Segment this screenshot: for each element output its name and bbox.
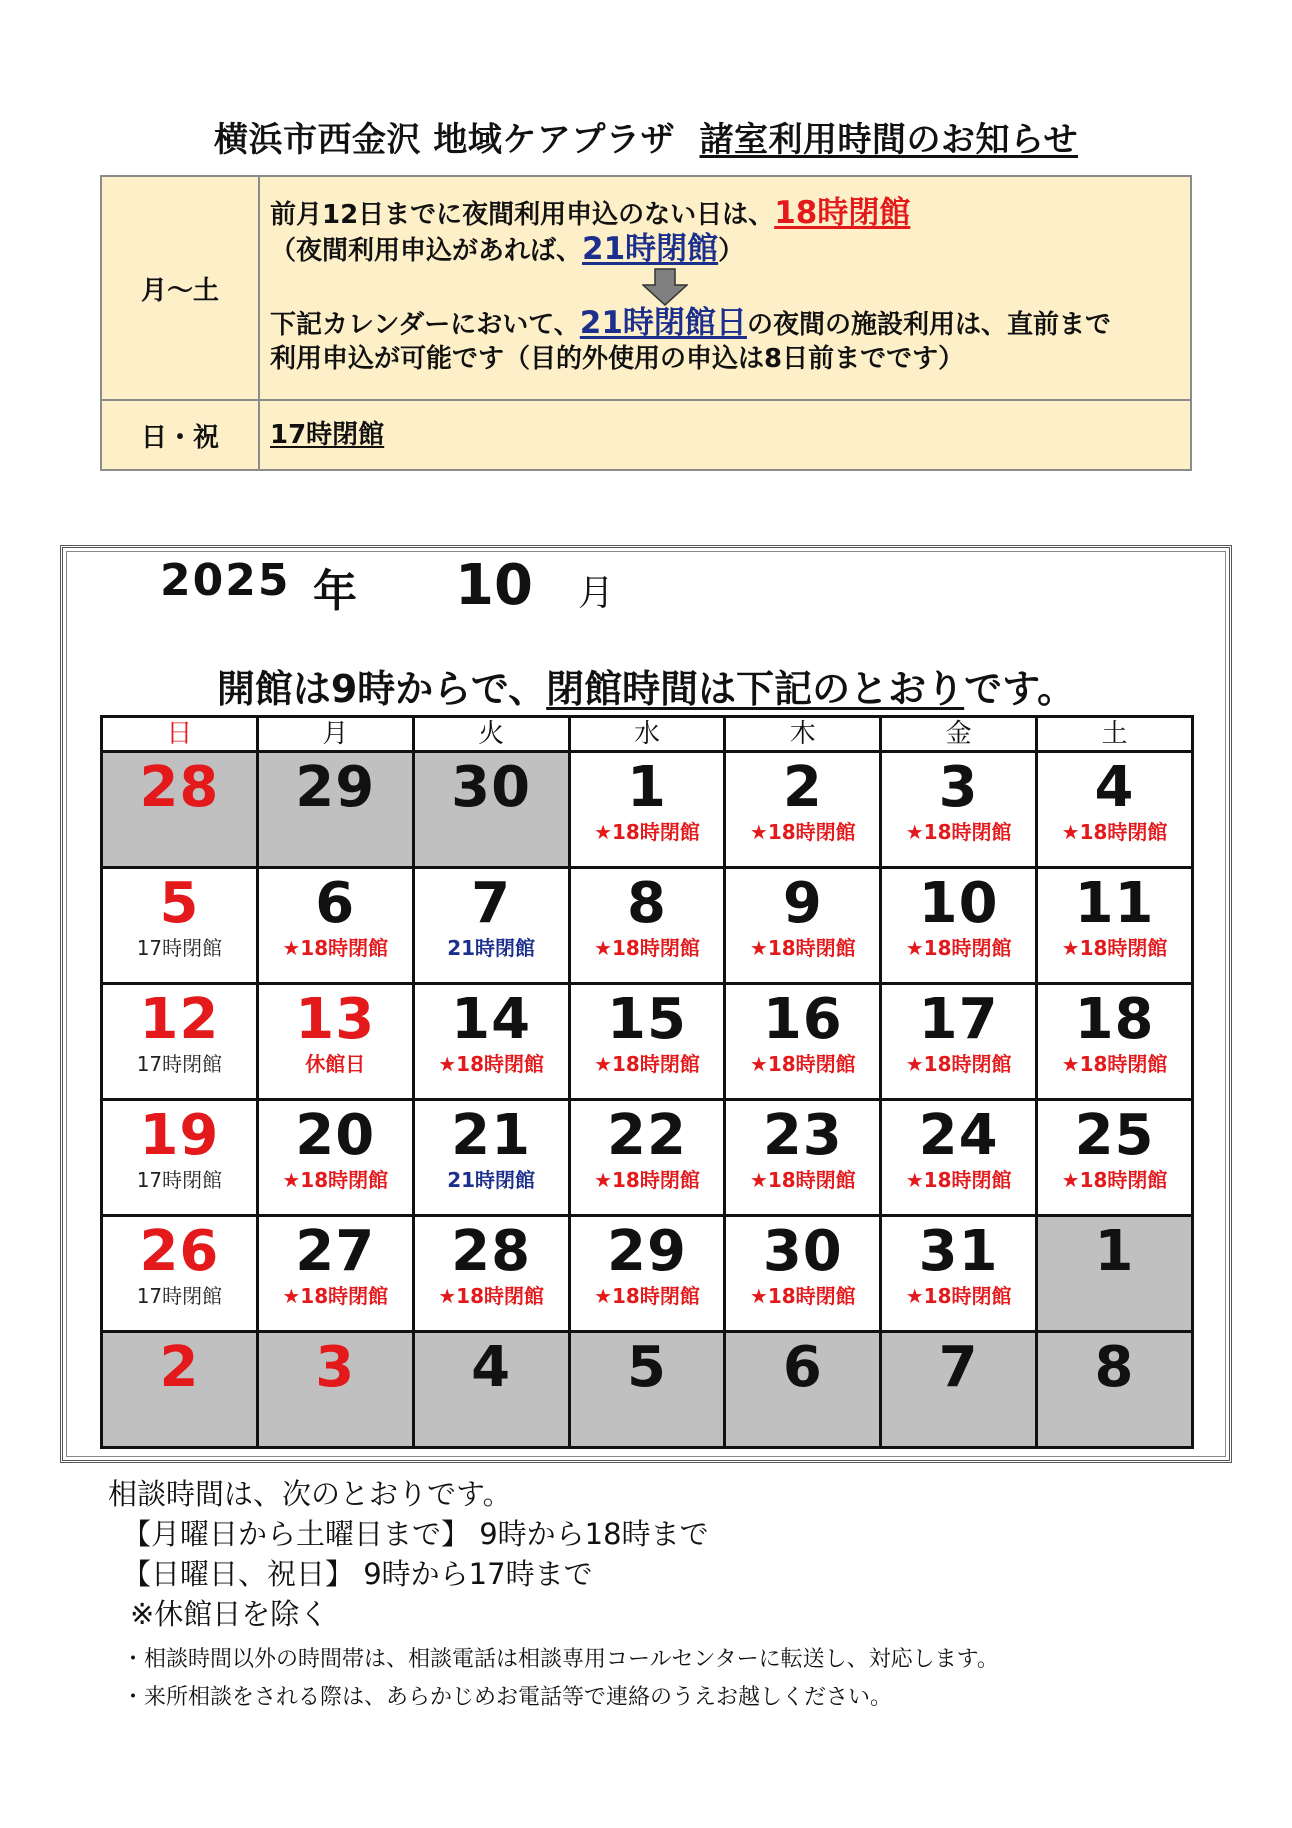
- info-line-3-rest: の夜間の施設利用は、直前まで: [746, 310, 1111, 340]
- calendar-grid: [100, 715, 1194, 1449]
- calendar-month-unit: 月: [578, 573, 615, 614]
- day-cell: [257, 984, 413, 1100]
- day-number: 9: [782, 871, 823, 936]
- calendar-body: [102, 752, 1193, 1448]
- day-number: 6: [782, 1335, 823, 1400]
- title-subject: 諸室利用時間のお知らせ: [699, 120, 1078, 160]
- weekday-mon: 月: [257, 717, 413, 752]
- day-note: ★18時閉館: [905, 1168, 1012, 1192]
- day-cell: [569, 1332, 725, 1448]
- info-line-2-close: ）: [718, 236, 745, 266]
- day-number: 5: [159, 871, 200, 936]
- day-cell: [1037, 1100, 1193, 1216]
- day-cell: [569, 1216, 725, 1332]
- day-number: 29: [606, 1219, 687, 1284]
- weekday-sat: 土: [1037, 717, 1193, 752]
- calendar-week-4: [102, 1100, 1193, 1216]
- day-cell: [569, 1100, 725, 1216]
- day-note: ★18時閉館: [438, 1284, 544, 1308]
- day-cell: [881, 868, 1037, 984]
- info-line-4: 利用申込が可能です（目的外使用の申込は8日前までです）: [270, 344, 965, 374]
- day-cell: [725, 1332, 881, 1448]
- calendar-year: 2025: [160, 555, 291, 606]
- day-cell: [257, 752, 413, 868]
- day-cell: [1037, 752, 1193, 868]
- day-cell: [725, 868, 881, 984]
- day-cell: [413, 984, 569, 1100]
- day-cell: [881, 984, 1037, 1100]
- day-note: ★18時閉館: [594, 820, 700, 844]
- day-number: 6: [315, 871, 356, 936]
- closing-21-label: 21時閉館: [582, 231, 719, 267]
- day-number: 13: [295, 987, 376, 1052]
- day-cell: [257, 868, 413, 984]
- day-number: 1: [1094, 1219, 1135, 1284]
- day-cell: [102, 752, 258, 868]
- notice-part-1: 開館は9時からで、: [216, 667, 547, 711]
- day-cell: [102, 1216, 258, 1332]
- calendar-week-6: [102, 1332, 1193, 1448]
- weekday-tue: 火: [413, 717, 569, 752]
- day-number: 29: [295, 755, 376, 820]
- day-number: 18: [1074, 987, 1155, 1052]
- day-note: ★18時閉館: [749, 1168, 856, 1192]
- day-number: 31: [918, 1219, 999, 1284]
- day-note: ★18時閉館: [594, 1284, 700, 1308]
- day-cell: [413, 1216, 569, 1332]
- day-number: 30: [762, 1219, 843, 1284]
- day-cell: [413, 868, 569, 984]
- weekday-fri: 金: [881, 717, 1037, 752]
- weekday-header-row: [102, 717, 1193, 752]
- day-number: 30: [451, 755, 532, 820]
- day-number: 11: [1074, 871, 1155, 936]
- day-cell: [257, 1332, 413, 1448]
- day-number: 17: [918, 987, 999, 1052]
- day-number: 7: [938, 1335, 979, 1400]
- day-number: 24: [918, 1103, 999, 1168]
- day-number: 4: [471, 1335, 512, 1400]
- day-number: 2: [159, 1335, 200, 1400]
- day-number: 4: [1094, 755, 1135, 820]
- day-note: ★18時閉館: [594, 936, 700, 960]
- closing-21-day-label: 21時閉館日: [579, 305, 747, 341]
- day-note: ★18時閉館: [282, 936, 389, 960]
- day-number: 27: [295, 1219, 376, 1284]
- hours-info-table: [100, 175, 1192, 471]
- day-number: 1: [626, 755, 667, 820]
- day-cell: [881, 1332, 1037, 1448]
- day-cell: [1037, 1216, 1193, 1332]
- calendar-week-1: [102, 752, 1193, 868]
- info-line-2-text: （夜間利用申込があれば、: [270, 236, 583, 266]
- day-note: ★18時閉館: [905, 936, 1012, 960]
- info-label-weekdays: 月～土: [101, 176, 259, 400]
- notice-part-2: 閉館時間は下記のとおり: [546, 667, 965, 711]
- day-number: 3: [938, 755, 979, 820]
- day-number: 3: [315, 1335, 356, 1400]
- calendar-week-2: [102, 868, 1193, 984]
- day-note: 休館日: [305, 1052, 366, 1076]
- consultation-note-2: ・来所相談をされる際は、あらかじめお電話等で連絡のうえお越しください。: [122, 1685, 893, 1710]
- day-cell: [257, 1216, 413, 1332]
- day-cell: [1037, 868, 1193, 984]
- info-label-holidays: 日・祝: [101, 400, 259, 470]
- day-note: ★18時閉館: [749, 820, 856, 844]
- info-line-1: [270, 196, 1180, 232]
- day-cell: [413, 1100, 569, 1216]
- closing-17-label: 17時閉館: [270, 420, 385, 450]
- day-note: ★18時閉館: [749, 1284, 856, 1308]
- day-note: ★18時閉館: [1061, 936, 1168, 960]
- day-cell: [413, 752, 569, 868]
- day-cell: [569, 868, 725, 984]
- day-note: ★18時閉館: [905, 820, 1012, 844]
- day-note: ★18時閉館: [1061, 1052, 1168, 1076]
- day-note: 17時閉館: [136, 1052, 223, 1076]
- info-row-holidays: [101, 400, 1191, 470]
- day-note: ★18時閉館: [749, 1052, 856, 1076]
- day-cell: [102, 1332, 258, 1448]
- info-body-holidays: [259, 400, 1191, 470]
- consultation-note-1: ・相談時間以外の時間帯は、相談電話は相談専用コールセンターに転送し、対応します。: [122, 1647, 999, 1672]
- day-cell: [1037, 1332, 1193, 1448]
- day-cell: [725, 752, 881, 868]
- day-number: 12: [139, 987, 220, 1052]
- day-number: 22: [606, 1103, 687, 1168]
- title-facility: 横浜市西金沢 地域ケアプラザ: [213, 120, 675, 160]
- day-note: ★18時閉館: [1061, 820, 1168, 844]
- day-note: 17時閉館: [136, 936, 223, 960]
- day-number: 16: [762, 987, 843, 1052]
- day-note: ★18時閉館: [1061, 1168, 1168, 1192]
- day-note: ★18時閉館: [905, 1284, 1012, 1308]
- day-number: 23: [762, 1103, 843, 1168]
- calendar-week-5: [102, 1216, 1193, 1332]
- day-cell: [725, 984, 881, 1100]
- consultation-weekday-hours: 【月曜日から土曜日まで】 9時から18時まで: [122, 1517, 709, 1551]
- day-cell: [725, 1100, 881, 1216]
- day-number: 5: [626, 1335, 667, 1400]
- day-number: 25: [1074, 1103, 1155, 1168]
- info-body-weekdays: [259, 176, 1191, 400]
- day-number: 28: [139, 755, 220, 820]
- day-number: 8: [626, 871, 667, 936]
- day-note: ★18時閉館: [282, 1284, 389, 1308]
- calendar-year-unit: 年: [313, 566, 357, 617]
- day-cell: [102, 1100, 258, 1216]
- notice-part-3: です。: [964, 667, 1076, 711]
- day-number: 21: [451, 1103, 532, 1168]
- day-note: 17時閉館: [136, 1284, 223, 1308]
- day-note: 21時閉館: [447, 1168, 536, 1192]
- day-number: 28: [451, 1219, 532, 1284]
- weekday-sun: 日: [102, 717, 258, 752]
- day-number: 19: [139, 1103, 220, 1168]
- day-number: 2: [782, 755, 823, 820]
- day-cell: [1037, 984, 1193, 1100]
- day-note: ★18時閉館: [594, 1052, 700, 1076]
- day-number: 26: [139, 1219, 220, 1284]
- calendar-week-3: [102, 984, 1193, 1100]
- day-note: ★18時閉館: [438, 1052, 544, 1076]
- consultation-exception: ※休館日を除く: [130, 1597, 329, 1631]
- day-number: 14: [451, 987, 532, 1052]
- consultation-intro: 相談時間は、次のとおりです。: [108, 1477, 512, 1511]
- day-note: ★18時閉館: [749, 936, 856, 960]
- day-note: ★18時閉館: [905, 1052, 1012, 1076]
- day-note: ★18時閉館: [594, 1168, 700, 1192]
- down-arrow-icon: [642, 268, 688, 306]
- day-cell: [881, 752, 1037, 868]
- calendar-month: 10: [455, 553, 533, 618]
- consultation-holiday-hours: 【日曜日、祝日】 9時から17時まで: [122, 1557, 593, 1591]
- day-cell: [102, 868, 258, 984]
- day-cell: [881, 1216, 1037, 1332]
- weekday-thu: 木: [725, 717, 881, 752]
- day-number: 8: [1094, 1335, 1135, 1400]
- day-note: ★18時閉館: [282, 1168, 389, 1192]
- info-line-1-text: 前月12日までに夜間利用申込のない日は、: [270, 200, 775, 230]
- day-cell: [569, 984, 725, 1100]
- day-cell: [102, 984, 258, 1100]
- day-cell: [257, 1100, 413, 1216]
- day-cell: [881, 1100, 1037, 1216]
- info-line-2: [270, 232, 1180, 268]
- day-number: 15: [606, 987, 687, 1052]
- day-cell: [413, 1332, 569, 1448]
- info-line-3-text: 下記カレンダーにおいて、: [270, 310, 580, 340]
- day-number: 7: [471, 871, 512, 936]
- arrow-container: [270, 268, 1180, 306]
- weekday-wed: 水: [569, 717, 725, 752]
- day-cell: [725, 1216, 881, 1332]
- day-note: 21時閉館: [447, 936, 536, 960]
- closing-18-label: 18時閉館: [774, 195, 911, 231]
- info-line-3: [270, 306, 1180, 342]
- day-note: 17時閉館: [136, 1168, 223, 1192]
- page-title: [0, 112, 1292, 161]
- info-row-weekdays: [101, 176, 1191, 400]
- day-cell: [569, 752, 725, 868]
- opening-notice: [0, 658, 1292, 713]
- day-number: 10: [918, 871, 999, 936]
- day-number: 20: [295, 1103, 376, 1168]
